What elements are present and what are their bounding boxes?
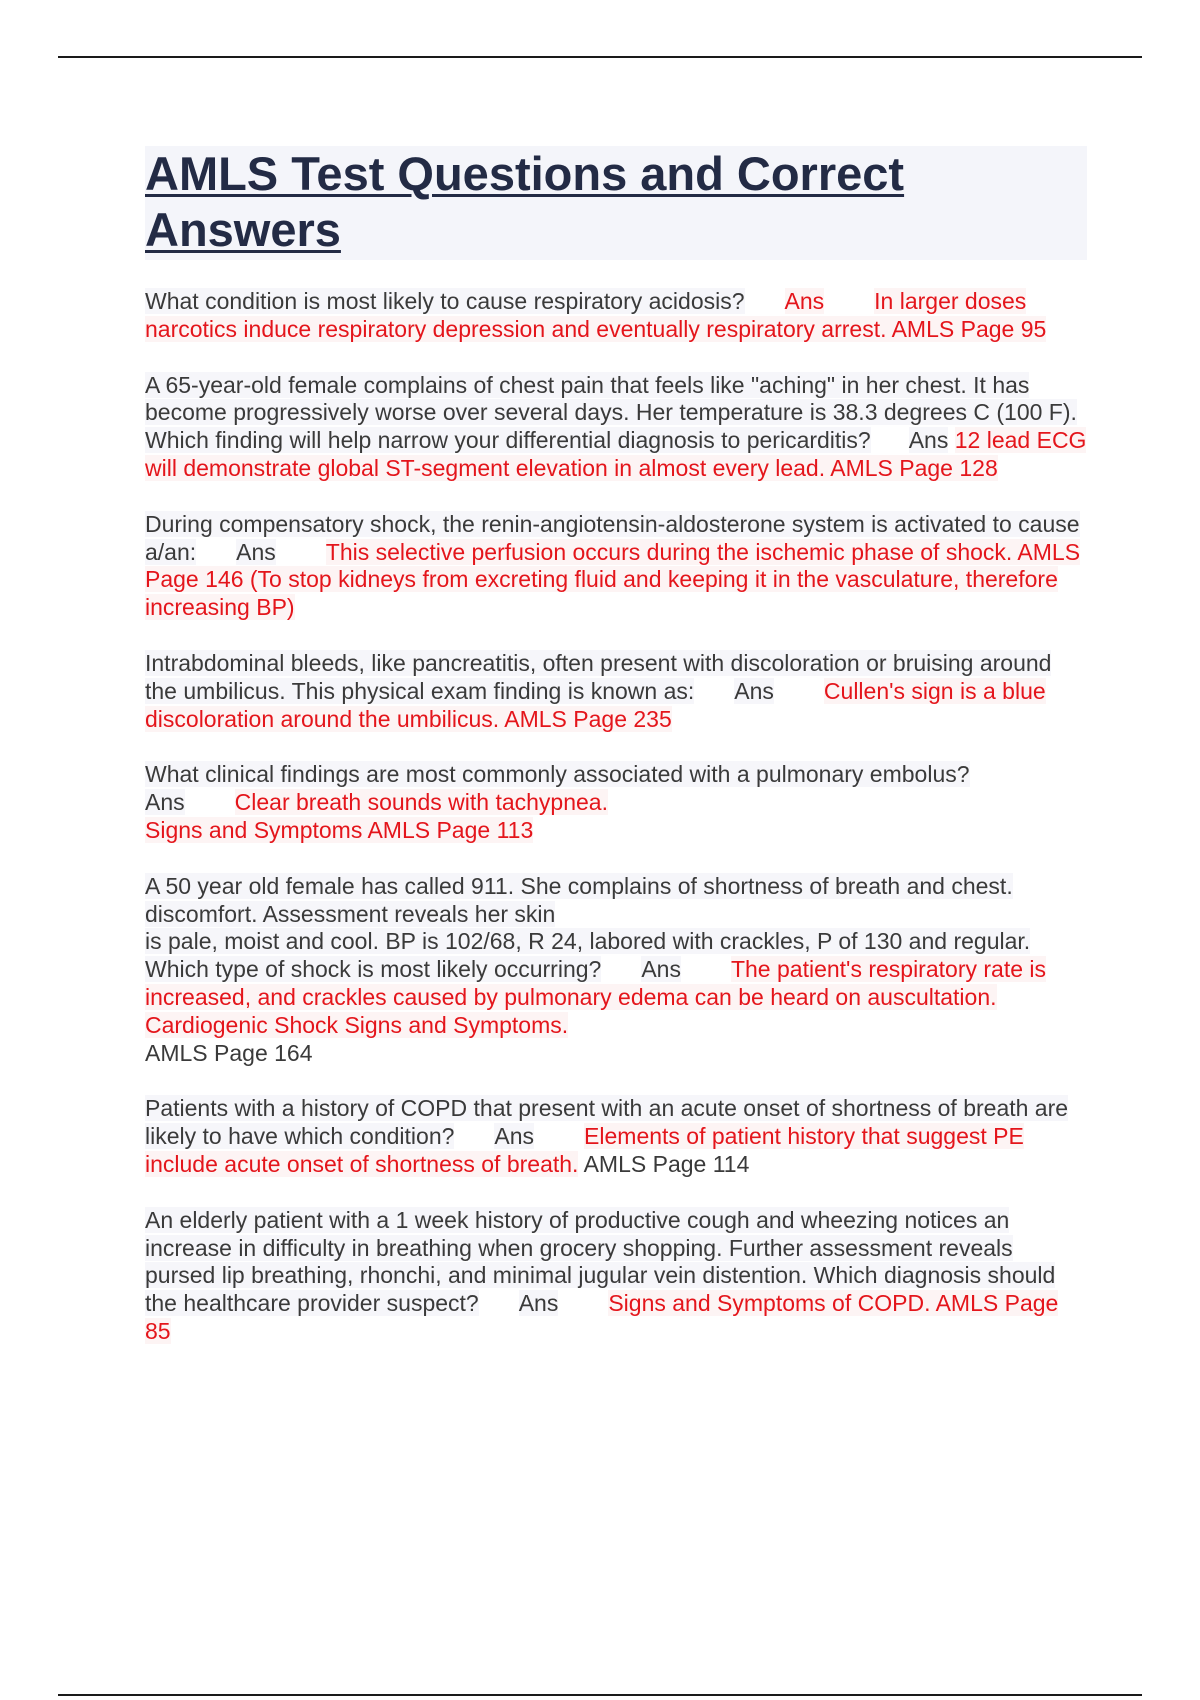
question-6-part-1: A 50 year old female has called 911. She complains of shortness of breath and chest. discomfort. Assessment reveals her skin [145,872,1013,927]
qa-item-8 [145,1207,1087,1346]
ans-label-4: Ans [734,677,774,704]
qa-item-7 [145,1095,1087,1178]
question-1: What condition is most likely to cause respiratory acidosis? [145,288,745,314]
answer-6-reference: AMLS Page 164 [145,1039,313,1066]
title-block [145,146,1087,260]
ans-label-2: Ans [908,427,949,454]
question-2: A 65-year-old female complains of chest pain that feels like "aching" in her chest. It has become progressively worse over several days. Her temperature is 38.3 degrees C (100 F). Which finding will help narrow your differential diagnosis to pericarditis? [145,371,1077,454]
question-5: What clinical findings are most commonly associated with a pulmonary embolus? [145,761,970,788]
question-6-part-2: is pale, moist and cool. BP is 102/68, R 24, labored with crackles, P of 130 and regular. Which type of shock is most likely occurring? [145,928,1031,983]
document-body [145,146,1087,1374]
answer-6: The patient's respiratory rate is increased, and crackles caused by pulmonary edema can be heard on auscultation. Cardiogenic Shock Signs and Symptoms. [145,956,1046,1038]
answer-7-reference: AMLS Page 114 [583,1150,750,1177]
ans-label-3: Ans [236,538,276,565]
answer-5-reference: Signs and Symptoms AMLS Page 113 [145,816,534,843]
answer-2: 12 lead ECG will demonstrate global ST-segment elevation in almost every lead. AMLS Page 128 [145,427,1087,481]
page-title: AMLS Test Questions and Correct Answers [145,147,905,256]
answer-5: Clear breath sounds with tachypnea. [234,789,608,816]
answer-3: This selective perfusion occurs during the ischemic phase of shock. AMLS Page 146 (To stop kidneys from excreting fluid and keeping it in the vasculature, therefore increasing BP) [145,538,1081,621]
ans-label-1: Ans [784,288,825,314]
qa-item-4 [145,650,1087,733]
qa-item-5 [145,761,1087,844]
qa-item-1 [145,288,1087,344]
qa-item-2 [145,372,1087,483]
answer-1: In larger doses narcotics induce respiratory depression and eventually respiratory arrest. AMLS Page 95 [145,288,1047,342]
question-7: Patients with a history of COPD that present with an acute onset of shortness of breath are likely to have which condition? [145,1095,1069,1150]
qa-item-6 [145,873,1087,1068]
ans-label-8: Ans [518,1290,559,1317]
ans-label-7: Ans [494,1123,535,1150]
answer-4: Cullen's sign is a blue discoloration around the umbilicus. AMLS Page 235 [145,677,1046,732]
top-rule [58,56,1142,58]
qa-item-3 [145,511,1087,622]
ans-label-6: Ans [641,956,681,983]
bottom-rule [58,1694,1142,1696]
answer-7: Elements of patient history that suggest PE include acute onset of shortness of breath. [145,1123,1024,1177]
ans-label-5: Ans [145,789,185,816]
question-3: During compensatory shock, the renin-angiotensin-aldosterone system is activated to cause a/an: [145,510,1080,565]
question-8: An elderly patient with a 1 week history of productive cough and wheezing notices an increase in difficulty in breathing when grocery shopping. Further assessment reveals pursed lip breathing, rhonchi, and minimal jugular vein distention. Which diagnosis should the healthcare provider suspect? [145,1206,1056,1317]
answer-8: Signs and Symptoms of COPD. AMLS Page 85 [145,1290,1059,1344]
question-4: Intrabdominal bleeds, like pancreatitis, often present with discoloration or bruising around the umbilicus. This physical exam finding is known as: [145,649,1052,704]
